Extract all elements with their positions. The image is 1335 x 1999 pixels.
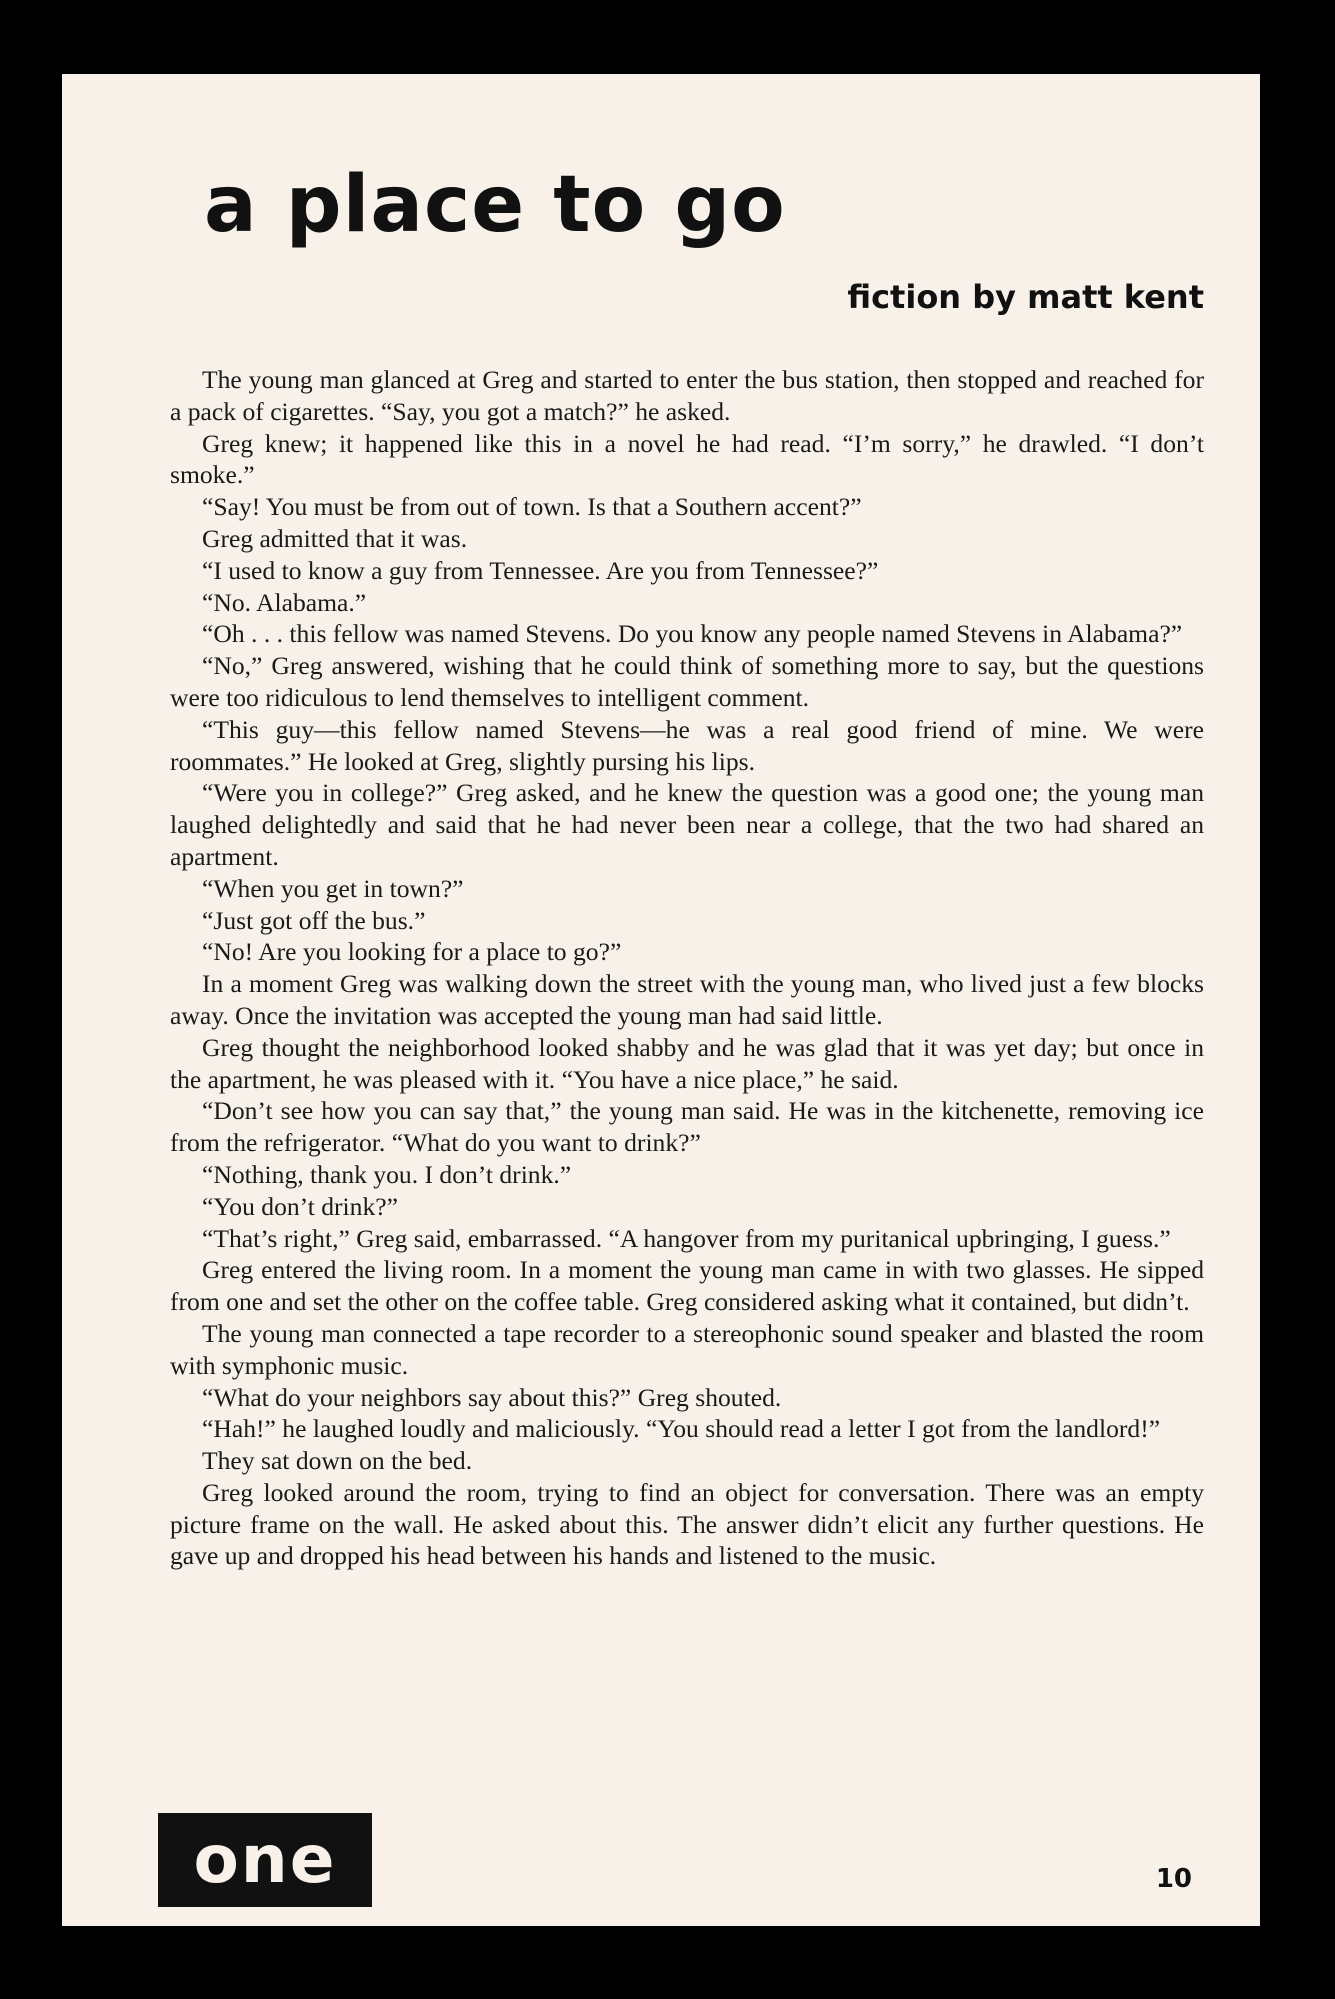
article-body	[170, 364, 1204, 1572]
paragraph: “When you get in town?”	[202, 873, 464, 903]
paragraph: The young man connected a tape recorder to a stereophonic sound speaker and blasted the room with symphonic music.	[170, 1318, 1204, 1380]
paragraph: Greg knew; it happened like this in a novel he had read. “I’m sorry,” he drawled. “I don’t smoke.”	[170, 428, 1204, 490]
magazine-page	[62, 74, 1260, 1926]
page-number: 10	[1155, 1864, 1192, 1894]
paragraph: “Nothing, thank you. I don’t drink.”	[202, 1159, 572, 1189]
paragraph: The young man glanced at Greg and started to enter the bus station, then stopped and reached for a pack of cigarettes. “Say, you got a match?” he asked.	[170, 365, 1204, 426]
paragraph: “Hah!” he laughed loudly and maliciously. “You should read a letter I got from the landlord!”	[202, 1414, 1161, 1444]
article-byline: fiction by matt kent	[847, 278, 1204, 316]
paragraph: “That’s right,” Greg said, embarrassed. “A hangover from my puritanical upbringing, I guess.”	[202, 1223, 1171, 1253]
paragraph: “No! Are you looking for a place to go?”	[202, 937, 622, 967]
magazine-logo: one	[158, 1813, 372, 1907]
paragraph: “Say! You must be from out of town. Is that a Southern accent?”	[202, 492, 862, 522]
paragraph: “What do your neighbors say about this?” Greg shouted.	[202, 1382, 782, 1412]
paragraph: “No. Alabama.”	[202, 587, 367, 617]
paragraph: “You don’t drink?”	[202, 1191, 398, 1221]
paragraph: “No,” Greg answered, wishing that he could think of something more to say, but the questions were too ridiculous to lend themselves to intelligent comment.	[170, 651, 1204, 712]
paragraph: Greg entered the living room. In a moment the young man came in with two glasses. He sipped from one and set the other on the coffee table. Greg considered asking what it contained, but didn’t.	[170, 1255, 1204, 1317]
paragraph: “I used to know a guy from Tennessee. Are you from Tennessee?”	[202, 555, 879, 585]
paragraph: They sat down on the bed.	[202, 1446, 473, 1476]
paragraph: Greg looked around the room, trying to find an object for conversation. There was an empty picture frame on the wall. He asked about this. The answer didn’t elicit any further questions. He gave up and dropped his head between his hands and listened to the music.	[170, 1477, 1204, 1571]
paragraph: “Just got off the bus.”	[202, 905, 426, 935]
paragraph: Greg thought the neighborhood looked shabby and he was glad that it was yet day; but once in the apartment, he was pleased with it. “You have a nice place,” he said.	[170, 1032, 1204, 1094]
paragraph: “Oh . . . this fellow was named Stevens. Do you know any people named Stevens in Alabama?”	[202, 619, 1183, 649]
paragraph: “Don’t see how you can say that,” the young man said. He was in the kitchenette, removing ice from the refrigerator. “What do you want to drink?”	[170, 1096, 1204, 1158]
paragraph: Greg admitted that it was.	[202, 523, 468, 553]
paragraph: In a moment Greg was walking down the street with the young man, who lived just a few blocks away. Once the invitation was accepted the young man had said little.	[170, 969, 1204, 1030]
paragraph: “Were you in college?” Greg asked, and he knew the question was a good one; the young man laughed delightedly and said that he had never been near a college, that the two had shared an apartment.	[170, 778, 1204, 871]
paragraph: “This guy—this fellow named Stevens—he was a real good friend of mine. We were roommates.” He looked at Greg, slightly pursing his lips.	[170, 714, 1204, 776]
article-title: a place to go	[204, 160, 786, 250]
